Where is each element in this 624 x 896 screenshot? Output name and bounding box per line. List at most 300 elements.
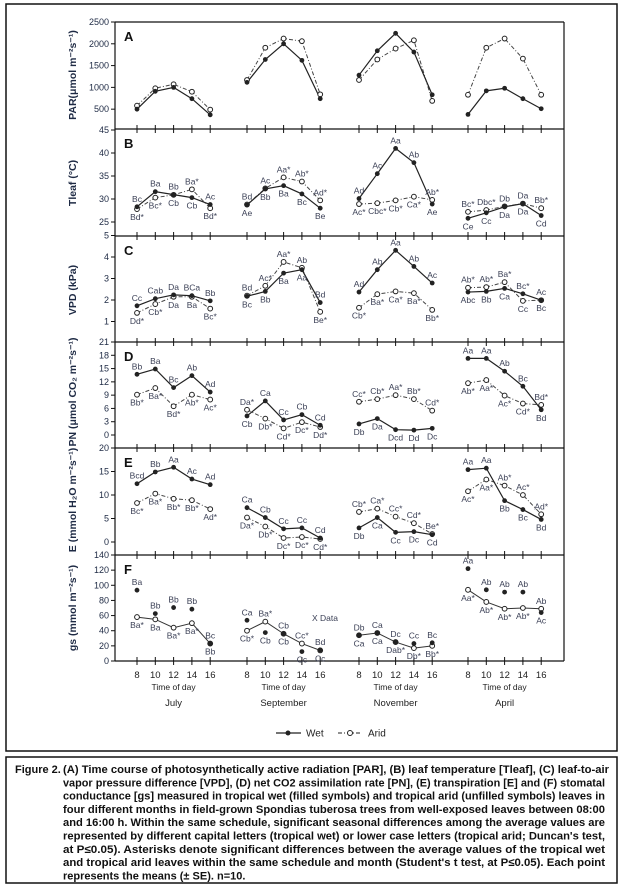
wet-point [357,290,362,295]
wet-point [318,648,323,653]
significance-label: Bd [535,522,547,533]
significance-label: Cc [390,535,401,546]
significance-label: Bc* [516,280,530,291]
significance-label: Cc* [295,630,309,641]
significance-label: Cab [147,285,164,296]
significance-label: Cc [315,653,326,664]
significance-label: Bd* [166,409,181,420]
arid-point [171,496,176,501]
arid-point [521,56,526,61]
y-axis-title: Tleaf (°C) [67,159,79,207]
wet-point [484,289,489,294]
significance-label: Ca [241,607,253,618]
wet-point [135,481,140,486]
significance-label: Bc [536,303,547,314]
significance-label: Da* [239,396,255,407]
wet-point [430,426,435,431]
wet-point [263,399,268,404]
x-tick-label: 12 [278,670,289,681]
y-tick-label: 6 [103,403,109,414]
significance-label: Ad [204,471,216,482]
significance-label: Cb [278,636,290,647]
x-tick-label: 8 [465,670,471,681]
arid-point [153,491,158,496]
arid-point [357,78,362,83]
panel-B [67,125,564,240]
arid-point [393,46,398,51]
arid-point [153,195,158,200]
wet-point [300,58,305,63]
x-tick-label: 12 [499,670,510,681]
x-tick-label: 16 [314,670,326,681]
arid-point [521,606,526,611]
significance-label: Ab [535,595,547,606]
y-tick-label: 35 [98,171,109,181]
significance-label: Db* [258,421,273,432]
significance-label: Ca [371,635,383,646]
arid-point [430,307,435,312]
wet-point [318,206,323,211]
panel-letter: A [124,29,134,44]
significance-label: Bb [131,361,143,372]
wet-point [245,294,250,299]
y-tick-label: 20 [98,443,109,453]
wet-point [245,203,250,208]
significance-label: Dc* [295,540,309,551]
arid-point [281,36,286,41]
arid-point [300,39,305,44]
significance-label: Da [168,281,180,292]
significance-label: Ab [186,362,198,373]
significance-label: Ab* [425,186,440,197]
significance-label: BCa [183,282,201,293]
significance-label: Ba [150,622,161,633]
y-tick-label: 120 [93,565,109,576]
significance-label: Ba [150,178,161,189]
significance-label: Aa* [479,482,494,493]
arid-series-line [247,262,320,312]
arid-point [208,107,213,112]
wet-point [263,186,268,191]
wet-point [393,427,398,432]
arid-point [245,628,250,633]
wet-series-line [247,44,320,99]
wet-point [190,373,195,378]
wet-point [484,587,489,592]
wet-point [190,607,195,612]
wet-point [281,631,286,636]
arid-point [135,311,140,316]
wet-point [375,267,380,272]
y-axis-title: PAR(μmol m⁻²s⁻¹) [67,30,79,120]
significance-label: Ca [259,387,271,398]
significance-label: Ac* [203,402,217,413]
month-label: September [260,698,307,709]
significance-label: Bc [296,196,307,207]
significance-label: Ad* [313,187,328,198]
significance-label: Cd [426,537,438,548]
arid-point [281,175,286,180]
significance-label: Dc* [276,541,291,552]
wet-point [171,465,176,470]
wet-point [357,196,362,201]
significance-label: Aa* [388,382,403,393]
significance-label: Ba [150,356,161,367]
wet-point [430,202,435,207]
significance-label: Ba* [130,620,144,631]
significance-label: Ad* [203,512,218,523]
significance-label: Cd* [313,541,328,552]
significance-label: Ca [371,520,383,531]
arid-point [263,619,268,624]
significance-label: Cc [131,292,143,303]
arid-point [208,507,213,512]
y-tick-label: 40 [98,625,109,636]
arid-point [300,535,305,540]
significance-label: Aa [462,345,474,356]
significance-label: Aa [390,237,401,248]
y-tick-label: 9 [103,390,109,401]
significance-label: Ca [499,291,511,302]
arid-point [190,187,195,192]
arid-point [135,392,140,397]
arid-point [245,407,250,412]
significance-label: Da [517,190,529,201]
significance-label: Ba* [370,297,385,308]
wet-point [153,189,158,194]
significance-label: Dcd [388,432,404,443]
significance-label: Bb* [407,386,421,397]
wet-point [281,183,286,188]
arid-point [521,401,526,406]
arid-point [263,45,268,50]
significance-label: Dd* [129,315,145,326]
x-tick-label: 8 [244,670,250,681]
significance-label: Db [353,530,365,541]
arid-point [357,305,362,310]
significance-label: Ba [186,299,198,310]
significance-label: Bc [517,373,528,384]
y-tick-label: 4 [103,252,109,262]
y-tick-label: 0 [103,537,109,547]
significance-label: Ba* [185,626,199,637]
significance-label: Aa [168,454,179,465]
wet-point [153,611,158,616]
annotation-text: X Data [312,612,338,623]
significance-label: Ab [481,576,492,587]
wet-point [300,267,305,272]
y-tick-label: 2 [103,295,109,305]
x-axis-title: Time of day [261,682,306,692]
arid-point [484,600,489,605]
panel-letter: F [124,562,132,577]
arid-point [393,393,398,398]
y-tick-label: 25 [98,217,109,227]
arid-point [300,179,305,184]
significance-label: Ab [499,579,510,590]
wet-point [502,498,507,503]
wet-point [318,536,323,541]
wet-point [263,515,268,520]
significance-label: Ce [462,221,474,232]
significance-label: Bc [205,630,216,641]
y-tick-label: 3 [103,273,109,284]
significance-label: Bc* [130,505,144,516]
wet-point [318,300,323,305]
caption [15,764,610,882]
significance-label: Ab* [479,604,494,615]
arid-point [412,194,417,199]
y-tick-label: 12 [98,376,109,387]
significance-label: Da [168,299,180,310]
wet-point [171,192,176,197]
significance-label: Abc [460,295,476,306]
significance-label: Bc* [148,200,162,211]
significance-label: Bb* [166,501,181,512]
arid-point [539,402,544,407]
y-tick-label: 20 [98,640,109,651]
significance-label: Ac [536,287,547,298]
y-tick-label: 3 [103,416,109,427]
wet-point [412,428,417,433]
significance-label: Bcd [129,470,145,481]
significance-label: Bb* [425,312,440,323]
arid-point [412,521,417,526]
wet-series-line [468,88,541,114]
significance-label: Bb [150,458,161,469]
wet-point [171,85,176,90]
month-label: November [373,698,418,709]
panel-letter: B [124,136,134,151]
x-tick-label: 12 [390,670,401,681]
significance-label: Ac* [461,494,475,505]
significance-label: Ab* [479,274,494,285]
wet-point [521,96,526,101]
panel-F [67,550,564,666]
significance-label: Bc [242,299,252,310]
wet-point [466,356,471,361]
significance-label: Ba* [166,630,181,641]
arid-point [318,309,323,314]
caption-line: (A) Time course of photosynthetically active radiation [PAR], (B) leaf temperature [Tleaf], (C) leaf-to-air [63,764,610,776]
wet-point [521,201,526,206]
arid-point [357,510,362,515]
legend-wet-marker [286,731,291,736]
legend [276,729,386,740]
significance-label: Ba* [185,176,199,187]
significance-label: Cb [259,635,271,646]
significance-label: Bd* [130,212,144,223]
arid-point [318,92,323,97]
arid-point [190,498,195,503]
arid-point [153,617,158,622]
significance-label: Ac [260,175,271,186]
significance-label: Dbc* [477,197,496,208]
significance-label: Dc [427,431,438,442]
wet-point [245,80,250,85]
significance-label: Dc [408,534,420,545]
significance-label: Bb [204,287,216,298]
x-tick-label: 14 [296,670,308,681]
x-tick-label: 14 [517,670,529,681]
significance-label: Ba* [497,269,512,280]
arid-point [393,514,398,519]
arid-point [539,512,544,517]
arid-point [502,280,507,285]
panel-E [67,443,564,559]
significance-label: Cbc* [368,206,387,217]
arid-point [171,625,176,630]
significance-label: Da [499,209,511,220]
y-tick-label: 60 [98,610,109,621]
wet-point [466,467,471,472]
significance-label: Bc [132,193,142,204]
wet-point [171,292,176,297]
significance-label: Ca [371,619,383,630]
caption-line: represents the means (± SE). n=10. [63,870,246,883]
wet-point [502,86,507,91]
caption-line: at P≤0.05). Asterisks denote significant differences between the average values of the tropical wet [63,843,606,856]
x-tick-label: 10 [372,670,383,681]
wet-point [539,298,544,303]
x-tick-label: 8 [134,670,140,681]
arid-point [393,198,398,203]
significance-label: Bb [260,191,271,202]
significance-label: Aa* [461,592,475,603]
significance-label: Ba [278,188,289,199]
arid-point [357,202,362,207]
significance-label: Bb [168,181,179,192]
caption-label: Figure 2. [15,764,61,776]
significance-label: Ba [278,276,289,287]
significance-label: Bc* [203,311,217,322]
caption-line: four different months in field-grown Spondias tuberosa trees from well-exposed leaves between 08:00 [63,803,605,816]
significance-label: Bb [186,596,198,607]
wet-point [521,384,526,389]
plot-area [67,17,564,709]
arid-point [412,397,417,402]
caption-line: and tropical arid leaves within the same schedule and month (Student's t test, at P≤0.05). Each point [63,857,606,870]
arid-point [430,198,435,203]
significance-label: Bb [204,646,216,657]
significance-label: Ad [353,279,365,290]
y-tick-label: 45 [98,125,109,135]
significance-label: Db* [406,651,421,662]
month-label: April [495,698,515,709]
wet-point [502,204,507,209]
significance-label: Cb [241,418,253,429]
y-tick-label: 40 [98,148,109,158]
wet-point [153,89,158,94]
wet-point [190,293,195,298]
significance-label: Aa [390,135,401,146]
significance-label: Ab* [516,611,530,621]
significance-label: Aa* [479,383,494,394]
wet-point [412,50,417,55]
wet-point [521,507,526,512]
wet-point [135,107,140,112]
arid-point [502,36,507,41]
significance-label: Cd [314,412,326,423]
significance-label: Ac [372,160,383,171]
wet-point [375,416,380,421]
arid-point [539,206,544,211]
significance-label: Ae [241,207,253,218]
significance-label: Db [353,622,365,633]
wet-point [190,477,195,482]
y-tick-label: 2000 [88,38,109,49]
wet-point [153,470,158,475]
legend-arid-marker [348,731,353,736]
x-tick-label: 16 [535,670,547,681]
wet-point [521,590,526,595]
significance-label: Bd* [203,211,218,222]
significance-label: Aa [462,456,474,467]
wet-point [484,466,489,471]
y-tick-label: 500 [93,104,109,115]
arid-point [245,515,250,520]
arid-point [281,536,286,541]
wet-point [135,588,140,593]
panel-letter: D [124,349,134,364]
wet-point [190,195,195,200]
wet-point [208,390,213,395]
x-tick-label: 12 [168,670,179,681]
wet-point [245,618,250,623]
arid-point [412,646,417,651]
wet-point [135,372,140,377]
wet-point [375,48,380,53]
y-tick-label: 1 [103,316,109,327]
significance-label: Cc [296,514,308,525]
y-tick-label: 100 [93,580,109,591]
y-tick-label: 1500 [88,60,109,71]
arid-point [375,201,380,206]
arid-point [357,399,362,404]
significance-label: Ab* [497,611,512,622]
arid-point [171,404,176,409]
wet-point [375,515,380,520]
significance-label: Ca* [370,495,385,506]
significance-label: Aa* [276,248,291,259]
significance-label: Cc [408,630,420,641]
significance-label: Bd [314,636,326,647]
y-tick-label: 18 [98,350,109,361]
wet-point [190,96,195,101]
arid-series-line [247,39,320,95]
wet-point [466,290,471,295]
significance-label: Cb* [239,633,255,644]
wet-point [393,640,398,645]
wet-point [430,281,435,286]
arid-point [190,89,195,94]
y-tick-label: 15 [98,363,109,374]
x-tick-label: 14 [186,670,198,681]
wet-point [245,414,250,419]
significance-label: Cd [314,525,326,536]
wet-point [393,31,398,36]
significance-label: Cd* [406,510,421,521]
arid-point [412,38,417,43]
significance-label: Dab* [386,645,406,656]
arid-point [502,606,507,611]
significance-label: Bc [168,374,179,385]
arid-point [135,501,140,506]
wet-point [300,649,305,654]
y-tick-label: 30 [98,194,109,204]
significance-label: Ba* [148,391,163,402]
significance-label: Ba [131,577,143,588]
